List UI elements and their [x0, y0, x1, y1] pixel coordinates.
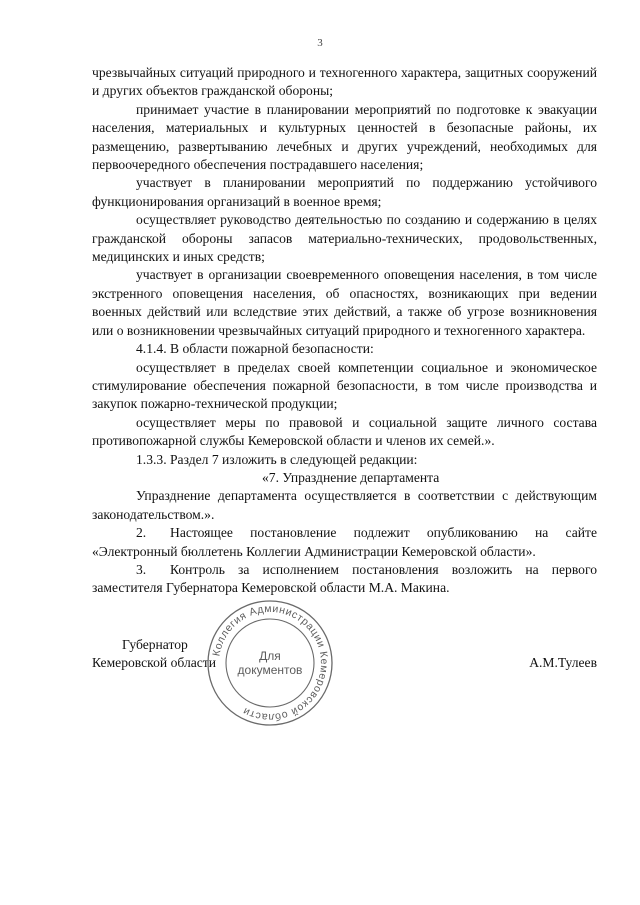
page-number: 3: [317, 37, 323, 49]
paragraph: Упразднение департамента осуществляется в соответствии с действующим законодательством.».: [92, 488, 597, 522]
item-number: 2.: [136, 525, 147, 541]
amendment-intro: 1.3.3. Раздел 7 изложить в следующей редакции:: [136, 451, 418, 467]
numbered-item: [92, 524, 597, 561]
document-body: [92, 64, 597, 598]
stamp-ring-text: Коллегия Администрации Кемеровской области: [210, 602, 331, 724]
section-title: «7. Упразднение департамента: [262, 469, 440, 485]
stamp-center-line2: документов: [237, 663, 303, 677]
paragraph: участвует в планировании мероприятий по поддержанию устойчивого функционирования организаций в военное время;: [92, 175, 597, 209]
paragraph: чрезвычайных ситуаций природного и техногенного характера, защитных сооружений и других объектов гражданской обороны;: [92, 65, 597, 99]
signatory-title: Губернатор: [122, 637, 188, 652]
official-stamp: [205, 598, 335, 728]
item-number: 3.: [136, 561, 147, 577]
item-text: Контроль за исполнением постановления возложить на первого заместителя Губернатора Кемеровской области М.А. Макина.: [92, 561, 597, 596]
signature-block: [92, 636, 597, 696]
paragraph: осуществляет в пределах своей компетенции социальное и экономическое стимулирование обеспечения пожарной безопасности, в том числе производства и закупок пожарно-технической продукции;: [92, 359, 597, 412]
paragraph: осуществляет руководство деятельностью по созданию и содержанию в целях гражданской обороны запасов материально-технических, продовольственных, медицинских и иных средств;: [92, 212, 597, 265]
signatory-region: Кемеровской области: [92, 655, 217, 670]
paragraph: участвует в организации своевременного оповещения населения, в том числе экстренного оповещения населения, об опасностях, возникающих при ведении военных действий или вследствие этих действий, а также об угрозе возникновения или о возникновении чрезвычайных ситуаций природного и техногенного характера.: [92, 267, 597, 338]
paragraph: принимает участие в планировании мероприятий по подготовке к эвакуации населения, материальных и культурных ценностей в безопасные районы, их размещению, развертыванию лечебных и других учреждений, необходимых для первоочередного обеспечения пострадавшего населения;: [92, 101, 597, 173]
signatory-name: А.М.Тулеев: [529, 655, 597, 670]
stamp-center-line1: Для: [259, 649, 281, 663]
paragraph: осуществляет меры по правовой и социальной защите личного состава противопожарной службы Кемеровской области и членов их семей.».: [92, 414, 597, 449]
numbered-item: [92, 561, 597, 598]
section-heading: 4.1.4. В области пожарной безопасности:: [136, 341, 374, 357]
item-text: Настоящее постановление подлежит опубликованию на сайте «Электронный бюллетень Коллегии Администрации Кемеровской области».: [92, 525, 597, 559]
